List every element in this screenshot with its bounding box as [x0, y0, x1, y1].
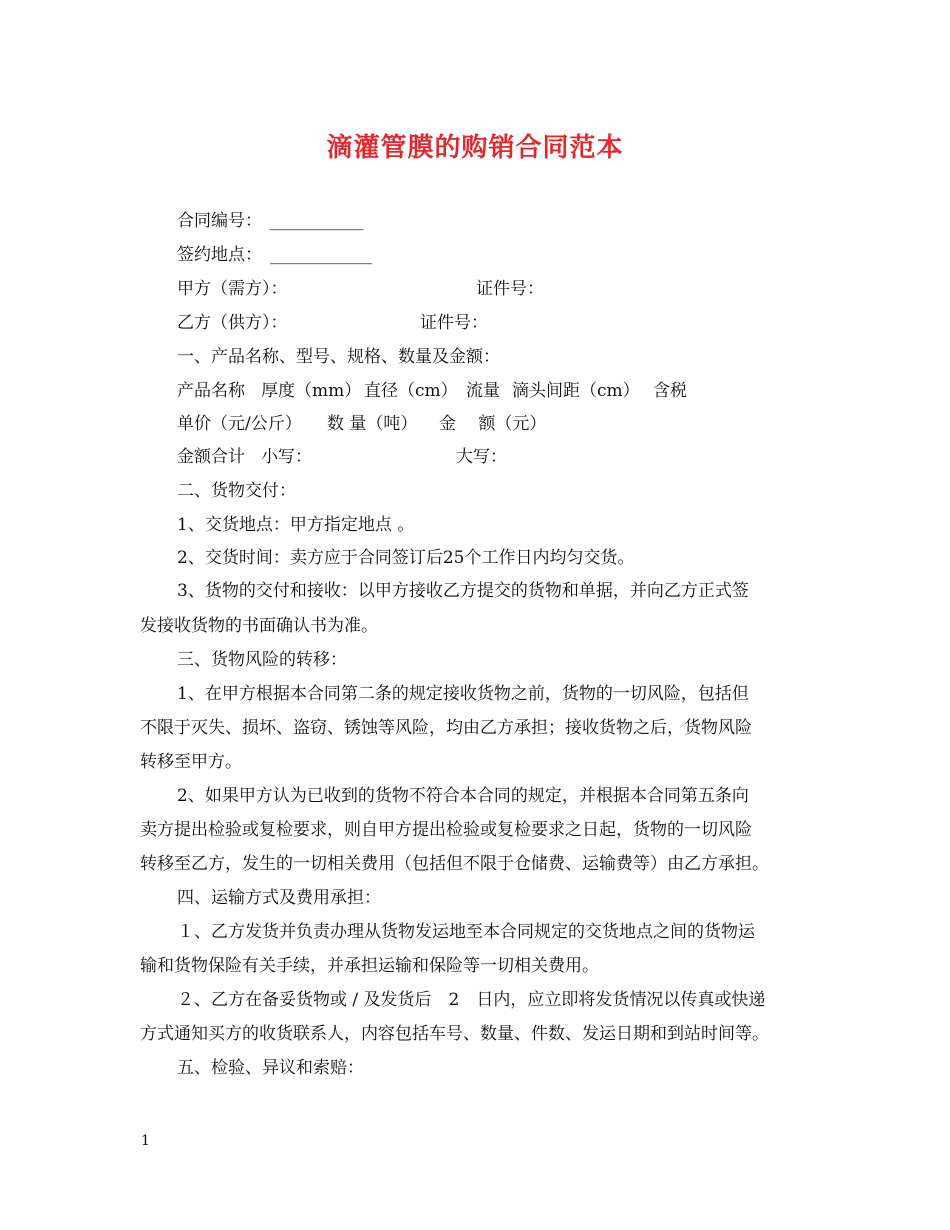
- party-a-line: [0, 272, 950, 306]
- party-b-label: 乙方（供方）：: [177, 313, 288, 333]
- amount-total-line: [0, 440, 950, 474]
- amount-lower-label: 小写：: [261, 447, 312, 467]
- section4-item2-line1: ２、乙方在备妥货物或 / 及发货后 2 日内，应立即将发货情况以传真或快递: [177, 990, 766, 1010]
- section4-item2-line2: 方式通知买方的收货联系人，内容包括车号、数量、件数、发运日期和到站时间等。: [140, 1024, 769, 1044]
- section2-item2: 2、交货时间：卖方应于合同签订后25个工作日内均匀交货。: [177, 548, 635, 568]
- contract-number-line: [0, 204, 950, 238]
- amount-total-label: 金额合计: [177, 447, 245, 467]
- col-tax-included: 含税: [653, 381, 687, 401]
- section2-item3-line2: 发接收货物的书面确认书为准。: [140, 616, 378, 636]
- sign-place-line: [0, 238, 950, 272]
- section2-heading: 二、货物交付：: [177, 481, 296, 501]
- col-unit-price: 单价（元/公斤）: [177, 414, 302, 434]
- sign-place-blank: ____________: [270, 245, 372, 265]
- section3-item2-line1: 2、如果甲方认为已收到的货物不符合本合同的规定，并根据本合同第五条向: [177, 786, 749, 806]
- col-thickness: 厚度（mm）: [261, 381, 362, 401]
- col-flow: 流量: [466, 381, 500, 401]
- document-title: 滴灌管膜的购销合同范本: [326, 133, 624, 163]
- section3-item1-line3: 转移至甲方。: [140, 752, 242, 772]
- product-columns-row1: [0, 374, 950, 408]
- section4-heading: 四、运输方式及费用承担：: [177, 888, 381, 908]
- col-product-name: 产品名称: [177, 381, 245, 401]
- section5-heading: 五、检验、异议和索赔：: [177, 1058, 364, 1078]
- col-amount: 金 额（元）: [439, 414, 547, 434]
- product-columns-row2: [0, 407, 950, 441]
- col-emitter-spacing: 滴头间距（cm）: [512, 381, 640, 401]
- party-b-line: [0, 306, 950, 340]
- amount-upper-label: 大写：: [456, 447, 507, 467]
- sign-place-label: 签约地点：: [177, 245, 262, 265]
- col-diameter: 直径（cm）: [364, 381, 458, 401]
- section2-item1: 1、交货地点：甲方指定地点 。: [177, 515, 415, 535]
- section2-item3-line1: 3、货物的交付和接收：以甲方接收乙方提交的货物和单据，并向乙方正式签: [177, 581, 749, 601]
- section1-heading: 一、产品名称、型号、规格、数量及金额：: [177, 347, 500, 367]
- section3-item2-line2: 卖方提出检验或复检要求，则自甲方提出检验或复检要求之日起，货物的一切风险: [140, 820, 752, 840]
- section3-item2-line3: 转移至乙方，发生的一切相关费用（包括但不限于仓储费、运输费等）由乙方承担。: [140, 854, 769, 874]
- party-b-id-label: 证件号：: [420, 313, 488, 333]
- section3-item1-line2: 不限于灭失、损坏、盗窃、锈蚀等风险，均由乙方承担；接收货物之后，货物风险: [140, 718, 752, 738]
- col-quantity: 数 量（吨）: [327, 414, 418, 434]
- section3-heading: 三、货物风险的转移：: [177, 650, 347, 670]
- party-a-label: 甲方（需方）：: [177, 279, 288, 299]
- section4-item1-line2: 输和货物保险有关手续，并承担运输和保险等一切相关费用。: [140, 956, 599, 976]
- party-a-id-label: 证件号：: [476, 279, 544, 299]
- contract-number-blank: ___________: [270, 211, 364, 231]
- section3-item1-line1: 1、在甲方根据本合同第二条的规定接收货物之前，货物的一切风险，包括但: [177, 684, 749, 704]
- contract-number-label: 合同编号：: [177, 211, 262, 231]
- section4-item1-line1: １、乙方发货并负责办理从货物发运地至本合同规定的交货地点之间的货物运: [177, 922, 755, 942]
- page-number: 1: [141, 1133, 150, 1149]
